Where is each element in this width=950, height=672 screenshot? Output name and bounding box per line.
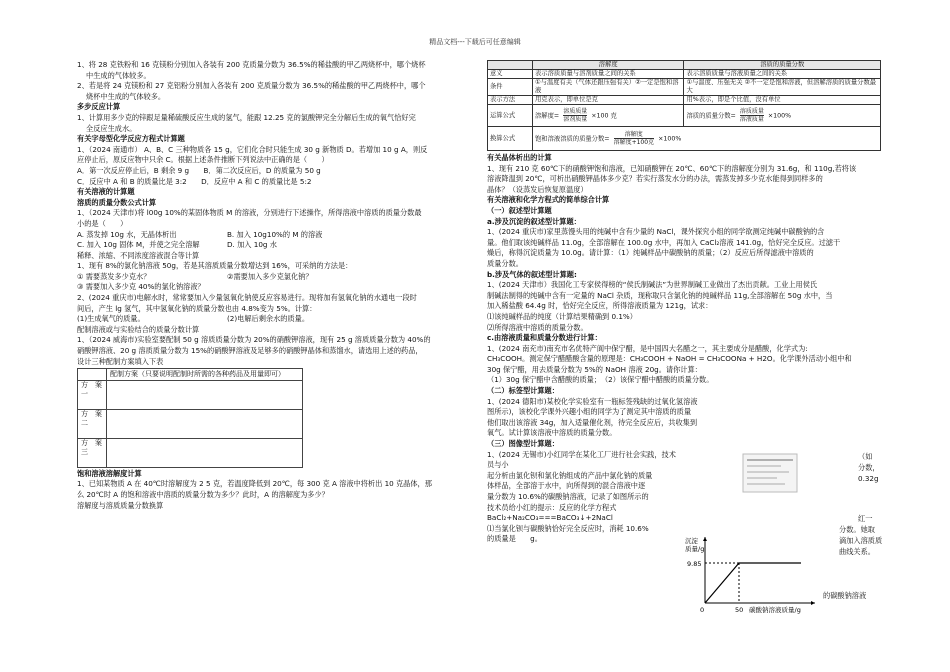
side-text-8: 的碳酸钠溶液: [823, 591, 867, 600]
left-line-6: 全反应生成水。: [86, 123, 137, 133]
side-text-7: 曲线关系。: [839, 547, 875, 556]
section-heading: 溶质的质量分数公式计算: [77, 197, 157, 207]
plan-table-header: 配制方案（只要说明配制时所需的各种药品及用量即可）: [107, 369, 303, 381]
plan-row-label: 方 案 二: [78, 409, 107, 438]
right-line-22: 1、(2024 无锡市)小红同学在某化工厂进行社会实践，技术员与小: [487, 449, 676, 470]
plan-row-label: 方 案 三: [78, 438, 107, 467]
right-line-24: 体样品，全部溶于水中，向所得到的混合溶液中逐: [487, 481, 646, 491]
right-line-1: 1、现有 210 克 60℃下的硝酸钾饱和溶液，已知硝酸钾在 20℃、60℃下的溶解度分别为 31.6g，和 110g,若将该: [487, 163, 857, 173]
left-line-8: 应停止后，原反应物中只余 C。根据上述条件推断下列说法中正确的是（ ）: [77, 155, 329, 165]
label-picture: [741, 450, 801, 500]
options-row: A. 蒸发掉 10g 水，无晶体析出 B. 加入 10g10%的 M 的溶液: [77, 229, 323, 239]
left-line-14: 1、现有 8%的氯化钠溶液 50g，若是其溶质质量分数增达到 16%，可采纳的方法是：: [77, 261, 353, 271]
left-line-23: 1、已知某物质 A 在 40℃时溶解度为 2 5 克，若温度降低到 20℃，每 300 克 A 溶液中将析出 10 克晶体，那: [77, 479, 432, 489]
options-row: ① 需要蒸发多少克水？ ②需要加入多少克氯化钠？: [77, 271, 313, 281]
right-line-2: 溶液降温到 20℃，可析出硝酸钾晶体多少克？若实行蒸发水分的办法，需蒸发掉多少克水能得到同样多的: [487, 174, 823, 184]
options-row: (1)生成氧气的质量。 (2)电解后剩余水的质量。: [77, 314, 310, 324]
right-line-13: ⑵所得溶液中溶质的质量分数。: [487, 322, 588, 332]
left-line-5: 1、计算用多少克的锌跟足量稀硫酸反应生成的氢气，能跟 12.25 克的氯酸钾完全分解后生成的氧气恰好完: [77, 112, 416, 122]
side-text-2: 分数，: [858, 463, 880, 472]
data-line: [705, 563, 801, 603]
left-line-20: 1、（2024 威海市)实验室要配制 50 g 溶质质量分数为 20%的硝酸钾溶液，现有 25 g 溶质质量分数为 40%的: [77, 335, 431, 345]
left-line-17: 2、(2024 重庆市)电解水时，常常要加入少量氢氧化钠使反应容易进行。现将加有氢氧化钠的水通电一段时: [77, 293, 417, 303]
right-line-19: 图所示)，该校化学课外兴趣小组的同学为了测定其中溶质的质量: [487, 407, 692, 417]
right-line-28: ⑴当氯化钡与碳酸钠恰好完全反应时，消耗 10.6%: [487, 523, 649, 533]
label-image: [741, 450, 851, 502]
table-header: 溶解度: [533, 61, 684, 70]
side-text-5: 分数。她取: [839, 525, 875, 534]
side-text-3: 0.32g: [858, 474, 879, 483]
left-line-12: 小的是（ ）: [77, 218, 128, 228]
right-line-3: 晶体？（设蒸发后恢复原温度）: [487, 184, 588, 194]
left-line-2: 中生成的气体较多。: [86, 70, 151, 80]
right-line-17: （1）30g 保宁醋中含醋酸的质量； （2）该保宁醋中醋酸的质量分数。: [487, 375, 714, 385]
section-heading: 有关溶液和化学方程式的简单综合计算: [487, 195, 610, 205]
x-arrow-icon: [811, 601, 815, 605]
right-line-7: 质量分数。: [487, 258, 523, 268]
left-line-18: 间后，产生 lg 氢气，其中氢氧化钠的质量分数也由 4.8%变为 5%。计算：: [77, 303, 317, 313]
section-heading: b.涉及气体的叙述型计算题:: [487, 269, 577, 279]
right-line-20: 他们取出该溶液 34g，加入适量催化剂，待完全反应后，共收集到: [487, 417, 698, 427]
section-heading: a.涉及沉淀的叙述型计算题：: [487, 216, 581, 226]
section-heading: c.由溶液质量和质量分数进行计算：: [487, 333, 602, 343]
right-line-23: 起分析由氯化钡和氯化钠组成的产品中氯化钠的质量: [487, 470, 653, 480]
side-text-4: 红一: [858, 514, 873, 523]
side-text-6: 滴加入溶质质: [839, 536, 883, 545]
options-row: C. 加入 10g 固体 M，并使之完全溶解 D. 加入 10g 水: [77, 240, 277, 250]
right-line-15: CH₃COOH。测定保宁醋醋酸含量的原理是：CH₃COOH + NaOH = CH₃COONa + H2O。化学课外活动小组中和: [487, 354, 852, 364]
fraction: $\frac{\text{溶质质量}}{\text{溶剂质量}}$: [563, 108, 588, 123]
plan-cell[interactable]: [107, 438, 303, 467]
left-line-16: ③ 需要加入多少克 40%的氯化钠溶液？: [77, 282, 205, 292]
right-line-21: 氧气。试计算该溶液中溶质的质量分数。: [487, 428, 617, 438]
left-line-1: 1、将 28 克铁粉和 16 克镁粉分别加入各装有 200 克质量分数为 36.5%的稀盐酸的甲乙两烧杯中，哪个烧杯: [77, 60, 426, 69]
origin-label: 0: [700, 606, 705, 614]
section-heading: （一）叙述型计算题: [487, 205, 552, 215]
plan-cell[interactable]: [107, 380, 303, 409]
right-line-26: 技术员给小红的提示：反应的化学方程式: [487, 502, 617, 512]
right-line-12: ⑴该纯碱样品的纯度（计算结果精确到 0.1%）: [487, 311, 637, 321]
x-axis-label: 碳酸钠溶液质量/g: [749, 606, 801, 614]
left-line-10: C．反应中 A 和 B 的质量比是 3:2 D．反应中 A 和 C 的质量比是 5:2: [77, 176, 312, 186]
left-line-25: 溶解度与溶质质量分数换算: [77, 500, 164, 510]
right-line-4: 1、(2024 重庆市)家里蒸馒头用的纯碱中含有少量的 NaCl，课外探究小组的同学欲测定纯碱中碳酸钠的含: [487, 227, 825, 237]
right-line-16: 30g 保宁醋，用去质量分数为 5%的 NaOH 溶液 20g。请你计算：: [487, 364, 702, 374]
comparison-table: 溶解度 溶质的质量分数 意义 表示溶质质量与溶剂质量之间的关系 表示溶质质量与溶液质量之间的关系 条件 ①与温度有关（气体还跟压强有关）②一定是饱和溶液 ①与温度、压强无关 ②不一定是饱和溶液，但溶解溶质的质量分数最大 表示方法 用克表示，即单位是克 用%表示，即是个比值，没有单位 运算公式 溶解度= $\frac{\text{溶质质量}}{\text{溶剂质量}}$ ×100 克 溶质的质量分数= $\frac{\text{溶质质量}}{\text{溶液质量}}$ ×100% 换算公式 饱和溶液溶质的质量分数= $\frac{\text{溶解度}}{\text{溶解度+100克}}$ ×100%: [487, 60, 881, 151]
section-heading: （二）标签型计算题：: [487, 386, 559, 396]
left-line-3: 2、若是将 24 克镁粉和 27 克铝粉分别加入各装有 200 克质量分数为 36.5%的稀盐酸的甲乙两烧杯中，哪个: [77, 81, 426, 91]
left-line-19: 配制溶液或与实验结合的质量分数计算: [77, 324, 200, 334]
right-line-14: 1、(2024 南充市)南充市名优特产阆中保宁醋，是中国四大名醋之一，其主要成分是醋酸，化学式为:: [487, 343, 808, 353]
y-axis-label-2: 质量/g: [685, 545, 705, 553]
table-header: 溶质的质量分数: [684, 61, 881, 70]
right-line-11: 加入稀盐酸 64.4g 时，恰好完全反应，所得溶液质量为 121g，试求：: [487, 301, 713, 311]
left-line-7: 1、（2024 南通市） A、B、C 三种物质各 15 g，它们化合时只能生成 30 g 新物质 D。若增加 10 g A，则反: [77, 144, 428, 154]
section-heading: 多步反应计算: [77, 102, 121, 112]
left-column: [77, 60, 475, 511]
section-heading: 有关溶液的计算题: [77, 187, 135, 197]
right-line-27: BaCl₂+Na₂CO₃===BaCO₃↓+2NaCl: [487, 513, 613, 523]
left-line-11: 1、（2024 天津市)将 l00g 10%的某固体物质 M 的溶液，分别进行下述操作，所得溶液中溶质的质量分数最: [77, 208, 422, 218]
plan-row-label: 方 案 一: [78, 380, 107, 409]
y-arrow-icon: [703, 537, 707, 541]
fraction: $\frac{\text{溶解度}}{\text{溶解度+100克}}$: [613, 131, 655, 146]
left-line-4: 烧杯中生成的气体较多。: [86, 91, 166, 101]
left-line-9: A．第一次反应停止后，B 剩余 9 g B．第二次反应后，D 的质量为 50 g: [77, 165, 321, 175]
section-heading: （三）图像型计算题：: [487, 439, 559, 449]
left-line-24: 么 20℃时 A 的饱和溶液中溶质的质量分数为多少？此时，A 的溶解度为多少？: [77, 490, 329, 499]
right-line-10: 制碱法制得的纯碱中含有一定量的 NaCl 杂质，现称取只含氯化钠的纯碱样品 11g,全部溶解在 50g 水中，当: [487, 290, 833, 300]
plan-table: [77, 368, 303, 468]
right-line-9: 1、(2024 天津市）我国化工专家侯得榜的“侯氏制碱法”为世界制碱工业做出了杰出贡献。工业上用侯氏: [487, 280, 818, 290]
right-line-5: 量。他们取该纯碱样品 11.0g，全部溶解在 100.0g 水中，再加入 CaCl₂溶液 141.0g，恰好完全反应。过滤干: [487, 237, 841, 247]
right-line-25: 量分数为 10.6%的碳酸钠溶液，记录了如图所示的: [487, 492, 649, 501]
section-heading: 有关晶体析出的计算: [487, 153, 552, 162]
x-tick-label: 50: [735, 606, 744, 614]
y-tick-label: 9.85: [687, 560, 702, 568]
right-line-29: 的质量是 g。: [487, 534, 542, 544]
side-text-1: （如: [858, 452, 873, 461]
precipitate-graph: [683, 533, 823, 615]
left-line-22: 设计三种配制方案填入下表: [77, 356, 164, 366]
left-line-21: 硝酸钾溶液、20 g 溶质质量分数为 15%的硝酸钾溶液及足够多的硝酸钾晶体和蒸馏水，请选用上述的药品，: [77, 346, 423, 356]
right-line-18: 1、(2024 德阳市)某校化学实验室有一瓶标签残缺的过氧化氢溶液: [487, 396, 698, 406]
section-heading: 饱和溶液溶解度计算: [77, 468, 142, 478]
section-heading: 有关字母型化学反应方程式计算题: [77, 134, 185, 144]
fraction: $\frac{\text{溶质质量}}{\text{溶液质量}}$: [739, 108, 764, 123]
y-axis-label-1: 沉淀: [685, 537, 698, 545]
page-header: 精品文档---下载后可任意编辑: [429, 38, 521, 46]
plan-cell[interactable]: [107, 409, 303, 438]
left-line-13: 稀释、浓缩、不同浓度溶液混合等计算: [77, 250, 200, 260]
right-line-6: 燥后，称得沉淀质量为 10.0g。请计算：（1）纯碱样品中碳酸钠的质量；（2）反应后所得滤液中溶质的: [487, 248, 814, 258]
